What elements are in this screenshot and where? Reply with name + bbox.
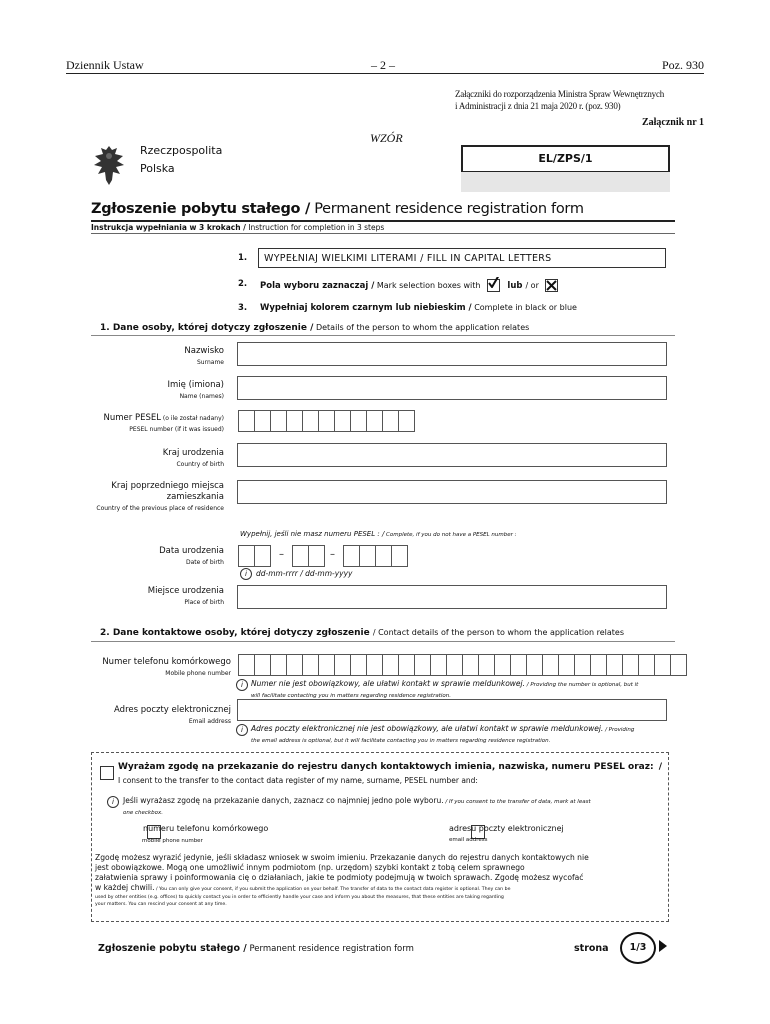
annex-number: Załącznik nr 1 (641, 117, 704, 128)
annex-line-1: Załączniki do rozporządzenia Ministra Spraw Wewnętrznych (455, 89, 665, 99)
phone-sublabel: Mobile phone number (165, 670, 231, 677)
info-icon: i (240, 568, 252, 580)
pesel-sublabel: PESEL number (if it was issued) (129, 426, 224, 433)
step-2-text (260, 279, 558, 292)
email-note-en: / Providing (603, 727, 635, 733)
section-2-heading (100, 628, 624, 638)
consent-title (118, 762, 663, 772)
prev-country-label-1: Kraj poprzedniego miejsca (111, 481, 224, 491)
step-3-en: Complete in black or blue (471, 303, 577, 312)
date-separator-2: – (330, 549, 335, 560)
section-2-pl: 2. Dane kontaktowe osoby, której dotyczy zgłoszenie (100, 628, 370, 638)
instruction-heading (91, 223, 384, 232)
step-2-pl: Pola wyboru zaznaczaj / (260, 281, 375, 291)
step-2-or-en: / or (525, 281, 539, 290)
phone-note (251, 679, 671, 701)
birth-day-input[interactable] (238, 545, 271, 567)
consent-body-line-3: załatwienia sprawy i poinformowania cię o działaniach, jakie te podmioty podejmują w twoich sprawach. Zgodę możesz wycofać (95, 873, 584, 882)
instruction-pl: Instrukcja wypełniania w 3 krokach / (91, 223, 246, 232)
date-separator-1: – (279, 549, 284, 560)
consent-title-en: I consent to the transfer to the contact data register of my name, surname, PESEL number and: (118, 776, 478, 785)
consent-info-pl: Jeśli wyrażasz zgodę na przekazanie danych, zaznacz co najmniej jedno pole wyboru. (123, 796, 444, 805)
email-note (251, 724, 671, 746)
section-1-en: Details of the person to whom the application relates (313, 323, 530, 332)
section-1-pl: 1. Dane osoby, której dotyczy zgłoszenie / (100, 323, 314, 333)
birth-month-input[interactable] (292, 545, 325, 567)
birth-year-input[interactable] (343, 545, 408, 567)
office-use-box (461, 172, 670, 192)
email-note-en-2: the email address is optional, but it will facilitate contacting you in matters regarding residence registration. (251, 738, 551, 744)
pesel-label (104, 413, 224, 423)
form-code: EL/ZPS/1 (461, 145, 670, 173)
phone-info-icon: i (236, 679, 248, 691)
birth-date-sublabel: Date of birth (185, 559, 224, 566)
consent-info-en: / If you consent to the transfer of data, mark at least (443, 799, 591, 805)
birth-country-label: Kraj urodzenia (162, 448, 224, 458)
prev-country-label-2: zamieszkania (166, 492, 224, 502)
consent-phone-sublabel: mobile phone number (142, 838, 203, 844)
checkmark-box-icon (487, 279, 500, 292)
section-1-heading (100, 323, 529, 333)
birth-place-sublabel: Place of birth (184, 599, 224, 606)
section-1-rule (91, 335, 675, 336)
next-page-arrow-icon[interactable] (659, 940, 667, 952)
state-name-line-1: Rzeczpospolita (140, 144, 223, 157)
surname-sublabel: Surname (197, 359, 224, 366)
step-3-number: 3. (238, 303, 248, 313)
prev-country-sublabel: Country of the previous place of residence (96, 505, 224, 512)
no-pesel-note (240, 530, 516, 538)
step-2-or-pl: lub (507, 281, 523, 291)
email-sublabel: Email address (188, 718, 231, 725)
section-2-en: / Contact details of the person to whom the application relates (372, 628, 624, 637)
step-1-number: 1. (238, 253, 248, 263)
no-pesel-note-en: Complete, if you do not have a PESEL number : (384, 532, 517, 538)
journal-name: Dziennik Ustaw (66, 58, 144, 72)
position-number: Poz. 930 (662, 58, 704, 72)
state-name-line-2: Polska (140, 162, 175, 175)
template-label: WZÓR (370, 131, 403, 145)
email-label: Adres poczty elektronicznej (114, 705, 231, 715)
consent-body (95, 853, 667, 908)
phone-note-pl: Numer nie jest obowiązkowy, ale ułatwi kontakt w sprawie meldunkowej. (251, 679, 526, 688)
consent-email-label: adresu poczty elektronicznej (449, 824, 564, 833)
consent-body-line-1: Zgodę możesz wyrazić jedynie, jeśli składasz wniosek w swoim imieniu. Przekazanie danych do rejestru danych kontaktowych nie (95, 853, 589, 862)
birth-place-field[interactable] (237, 585, 667, 609)
consent-title-slash: / (658, 762, 662, 772)
surname-field[interactable] (237, 342, 667, 366)
consent-email-sublabel: email address (449, 837, 488, 843)
birth-date-label: Data urodzenia (159, 546, 224, 556)
cross-box-icon (545, 279, 558, 292)
consent-checkbox[interactable] (100, 766, 114, 780)
birth-place-label: Miejsce urodzenia (147, 586, 224, 596)
no-pesel-note-pl: Wypełnij, jeśli nie masz numeru PESEL : / (240, 530, 385, 538)
phone-note-en: / Providing the number is optional, but it (525, 682, 639, 688)
form-title-en: Permanent residence registration form (309, 201, 584, 217)
title-rule (91, 220, 675, 222)
consent-body-line-4-pl: w każdej chwili. (95, 883, 155, 892)
annex-line-2: i Administracji z dnia 21 maja 2020 r. (poz. 930) (455, 101, 621, 111)
pesel-label-note: (o ile został nadany) (160, 415, 224, 422)
email-info-icon: i (236, 724, 248, 736)
step-2-en: Mark selection boxes with (374, 281, 481, 290)
phone-label: Numer telefonu komórkowego (102, 657, 231, 667)
surname-label: Nazwisko (184, 346, 224, 356)
email-field[interactable] (237, 699, 667, 721)
consent-body-line-2: jest obowiązkowe. Mogą one umożliwić innym podmiotom (np. urzędom) szybki kontakt z tobą celem sprawnego (95, 863, 525, 872)
footer-title-pl: Zgłoszenie pobytu stałego / (98, 943, 247, 954)
eagle-emblem-icon (90, 142, 128, 186)
step-3-text (260, 303, 577, 313)
footer-title (98, 943, 414, 954)
birth-date-format: dd-mm-rrrr / dd-mm-yyyy (256, 569, 353, 578)
prev-country-field[interactable] (237, 480, 667, 504)
consent-title-pl: Wyrażam zgodę na przekazanie do rejestru danych kontaktowych imienia, nazwiska, numeru PESEL oraz: (118, 762, 654, 772)
form-title-pl: Zgłoszenie pobytu stałego / (91, 201, 310, 217)
instruction-rule (91, 233, 675, 234)
consent-phone-label: numeru telefonu komórkowego (143, 824, 269, 833)
consent-body-line-4 (95, 883, 667, 894)
step-3-pl: Wypełniaj kolorem czarnym lub niebieskim / (260, 303, 472, 313)
birth-country-sublabel: Country of birth (176, 461, 224, 468)
instruction-en: Instruction for completion in 3 steps (245, 223, 385, 232)
annex-note (455, 88, 664, 112)
consent-body-line-4-en: / You can only give your consent, if you submit the application on your behalf. The transfer of data to the contact data register is optional. They can be (154, 887, 511, 892)
email-note-pl: Adres poczty elektronicznej nie jest obowiązkowy, ale ułatwi kontakt w sprawie meldunkowej. (251, 724, 604, 733)
consent-body-line-5: used by other entities (e.g. offices) to quickly contact you in order to efficiently handle your case and inform you about the measures, that these entities are taking regarding (95, 895, 504, 900)
pesel-label-main: Numer PESEL (103, 413, 161, 423)
section-2-rule (91, 641, 675, 642)
state-name (140, 142, 222, 178)
header-rule (66, 73, 704, 74)
name-label: Imię (imiona) (167, 380, 224, 390)
page-indicator: 1/3 (620, 932, 656, 964)
page-marker: – 2 – (371, 58, 395, 72)
consent-info-icon: i (107, 796, 119, 808)
step-2-number: 2. (238, 279, 248, 289)
consent-info-en-2: one checkbox. (123, 810, 163, 816)
footer-title-en: Permanent residence registration form (246, 944, 414, 954)
phone-note-en-2: will facilitate contacting you in matters regarding residence registration. (251, 693, 451, 699)
name-sublabel: Name (names) (179, 393, 224, 400)
phone-input[interactable] (238, 654, 687, 676)
birth-country-field[interactable] (237, 443, 667, 467)
consent-body-line-6: your matters. You can rescind your consent at any time. (95, 902, 227, 907)
step-1-capitals: WYPEŁNIAJ WIELKIMI LITERAMI / FILL IN CAPITAL LETTERS (258, 248, 666, 268)
consent-info (123, 796, 663, 818)
pesel-input[interactable] (238, 410, 415, 432)
footer-page-word: strona (574, 943, 609, 954)
form-title (91, 201, 584, 217)
name-field[interactable] (237, 376, 667, 400)
